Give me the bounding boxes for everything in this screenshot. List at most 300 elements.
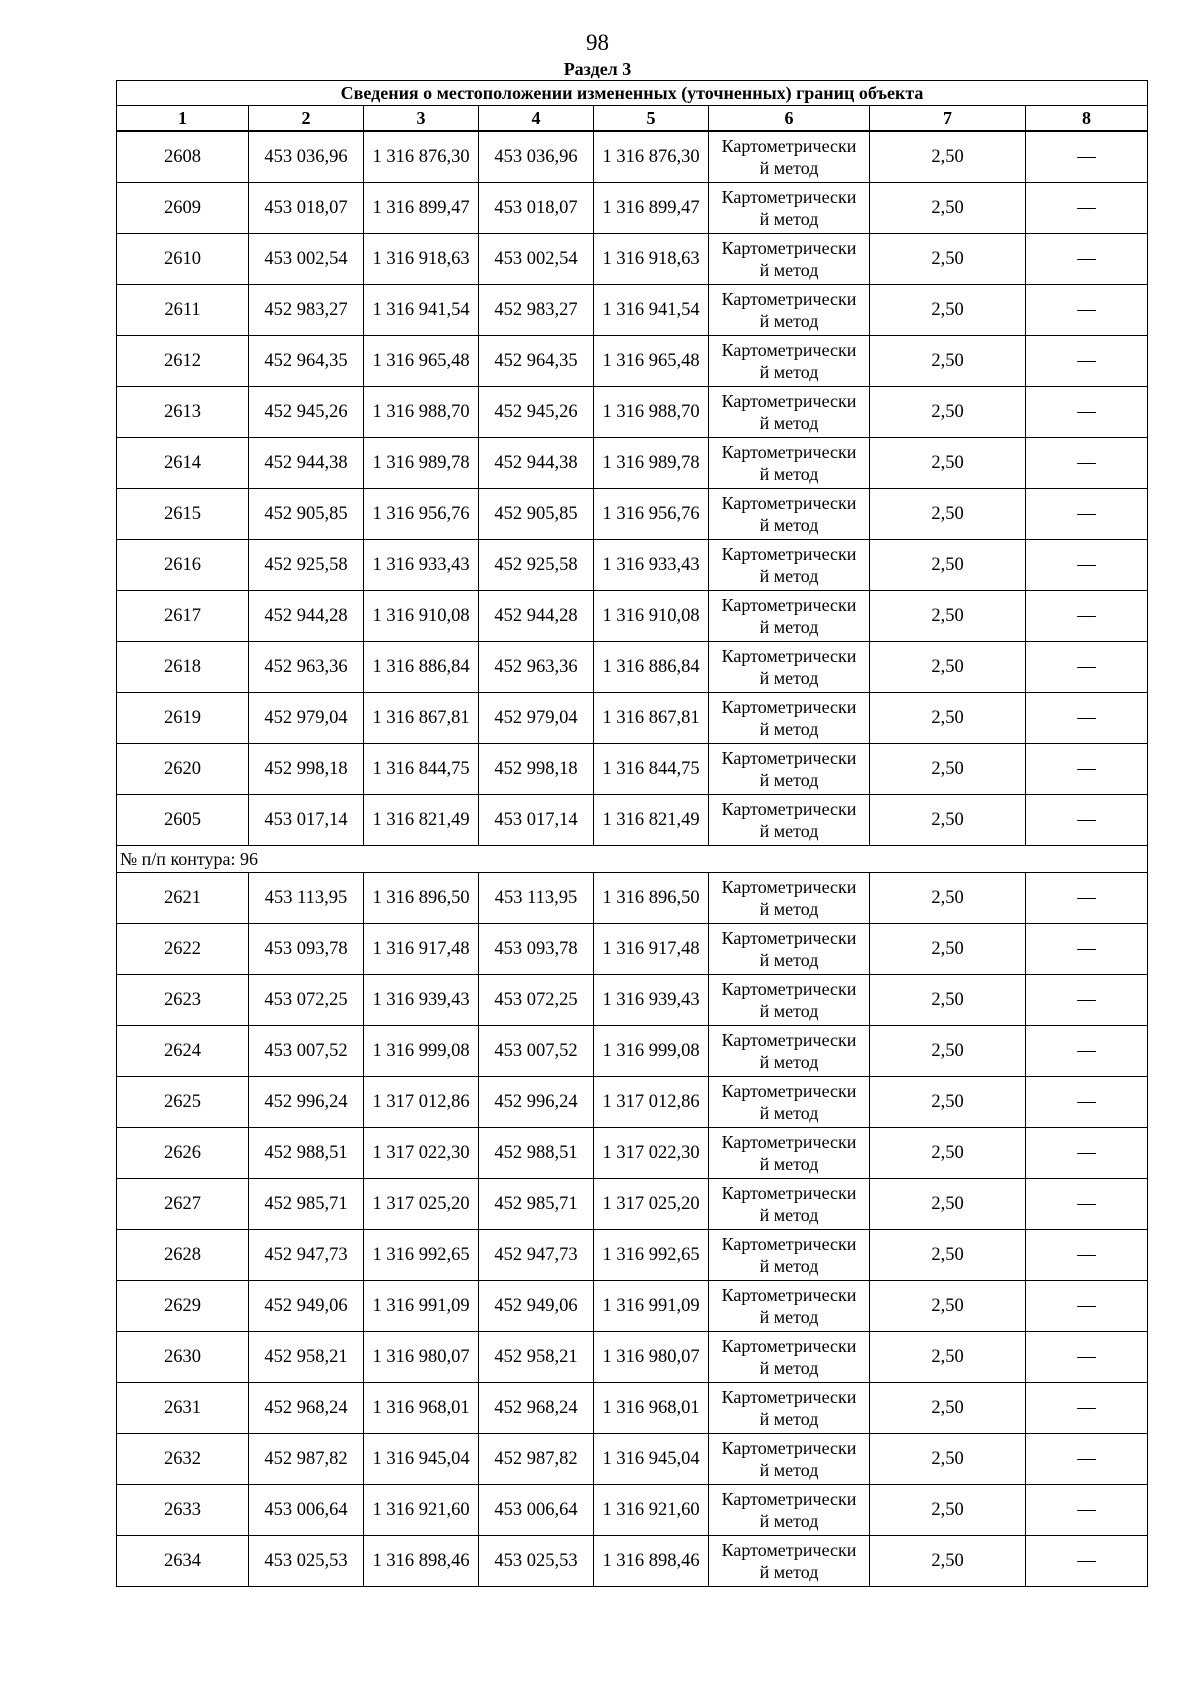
existing-x: 452 964,35 <box>249 336 364 387</box>
point-number: 2623 <box>117 975 249 1026</box>
table-row <box>117 1332 1148 1383</box>
point-number: 2609 <box>117 183 249 234</box>
point-description: — <box>1026 1383 1148 1434</box>
refined-x: 452 944,28 <box>479 591 594 642</box>
column-number-row <box>117 106 1148 132</box>
method-text-line1: Картометрически <box>721 391 857 411</box>
point-number: 2631 <box>117 1383 249 1434</box>
refined-x: 452 958,21 <box>479 1332 594 1383</box>
point-description: — <box>1026 1332 1148 1383</box>
accuracy: 2,50 <box>870 1383 1026 1434</box>
existing-x: 452 979,04 <box>249 693 364 744</box>
method-cell <box>709 1230 870 1281</box>
table-row <box>117 1434 1148 1485</box>
point-description: — <box>1026 1026 1148 1077</box>
refined-y: 1 316 918,63 <box>594 234 709 285</box>
method-text-line1: Картометрически <box>721 1081 857 1101</box>
refined-y: 1 316 988,70 <box>594 387 709 438</box>
refined-x: 452 947,73 <box>479 1230 594 1281</box>
method-text-line1: Картометрически <box>721 1183 857 1203</box>
table-row <box>117 489 1148 540</box>
table-row <box>117 285 1148 336</box>
accuracy: 2,50 <box>870 795 1026 846</box>
method-text-line2: й метод <box>759 515 819 535</box>
method-text-line2: й метод <box>759 1103 819 1123</box>
point-description: — <box>1026 591 1148 642</box>
method-text-line1: Картометрически <box>721 544 857 564</box>
accuracy: 2,50 <box>870 693 1026 744</box>
table-row <box>117 1179 1148 1230</box>
table-row <box>117 438 1148 489</box>
method-cell <box>709 1026 870 1077</box>
column-number: 2 <box>249 106 364 132</box>
refined-x: 452 905,85 <box>479 489 594 540</box>
existing-x: 452 944,28 <box>249 591 364 642</box>
existing-x: 452 996,24 <box>249 1077 364 1128</box>
method-text-line1: Картометрически <box>721 136 857 156</box>
column-number: 4 <box>479 106 594 132</box>
method-text-line2: й метод <box>759 362 819 382</box>
accuracy: 2,50 <box>870 1434 1026 1485</box>
existing-x: 453 025,53 <box>249 1536 364 1587</box>
existing-y: 1 316 844,75 <box>364 744 479 795</box>
method-text-line1: Картометрически <box>721 1285 857 1305</box>
point-description: — <box>1026 642 1148 693</box>
method-cell <box>709 1179 870 1230</box>
method-cell <box>709 1332 870 1383</box>
existing-x: 452 998,18 <box>249 744 364 795</box>
point-description: — <box>1026 131 1148 183</box>
point-description: — <box>1026 873 1148 924</box>
method-text-line1: Картометрически <box>721 928 857 948</box>
refined-y: 1 316 968,01 <box>594 1383 709 1434</box>
refined-x: 453 093,78 <box>479 924 594 975</box>
existing-y: 1 316 956,76 <box>364 489 479 540</box>
method-cell <box>709 1077 870 1128</box>
method-text-line1: Картометрически <box>721 442 857 462</box>
method-text-line2: й метод <box>759 770 819 790</box>
point-description: — <box>1026 744 1148 795</box>
point-number: 2628 <box>117 1230 249 1281</box>
point-number: 2610 <box>117 234 249 285</box>
method-text-line1: Картометрически <box>721 799 857 819</box>
existing-y: 1 316 939,43 <box>364 975 479 1026</box>
point-description: — <box>1026 285 1148 336</box>
contour-row <box>117 846 1148 873</box>
refined-y: 1 316 939,43 <box>594 975 709 1026</box>
existing-x: 453 093,78 <box>249 924 364 975</box>
existing-x: 453 018,07 <box>249 183 364 234</box>
method-cell <box>709 438 870 489</box>
method-text-line2: й метод <box>759 1511 819 1531</box>
point-number: 2612 <box>117 336 249 387</box>
point-number: 2632 <box>117 1434 249 1485</box>
accuracy: 2,50 <box>870 336 1026 387</box>
refined-x: 452 987,82 <box>479 1434 594 1485</box>
column-number: 1 <box>117 106 249 132</box>
refined-x: 452 998,18 <box>479 744 594 795</box>
method-text-line2: й метод <box>759 260 819 280</box>
point-number: 2618 <box>117 642 249 693</box>
method-cell <box>709 540 870 591</box>
existing-y: 1 316 910,08 <box>364 591 479 642</box>
refined-x: 452 983,27 <box>479 285 594 336</box>
existing-x: 452 944,38 <box>249 438 364 489</box>
accuracy: 2,50 <box>870 183 1026 234</box>
method-text-line2: й метод <box>759 1205 819 1225</box>
table-row <box>117 1383 1148 1434</box>
table-row <box>117 1128 1148 1179</box>
refined-x: 452 963,36 <box>479 642 594 693</box>
refined-y: 1 316 898,46 <box>594 1536 709 1587</box>
existing-x: 452 968,24 <box>249 1383 364 1434</box>
table-row <box>117 540 1148 591</box>
method-text-line1: Картометрически <box>721 646 857 666</box>
refined-y: 1 316 910,08 <box>594 591 709 642</box>
point-description: — <box>1026 489 1148 540</box>
table-row <box>117 1536 1148 1587</box>
accuracy: 2,50 <box>870 1536 1026 1587</box>
point-description: — <box>1026 1179 1148 1230</box>
method-text-line2: й метод <box>759 311 819 331</box>
method-text-line2: й метод <box>759 899 819 919</box>
method-text-line1: Картометрически <box>721 877 857 897</box>
point-description: — <box>1026 234 1148 285</box>
table-row <box>117 873 1148 924</box>
refined-y: 1 316 945,04 <box>594 1434 709 1485</box>
refined-x: 453 036,96 <box>479 131 594 183</box>
method-text-line1: Картометрически <box>721 979 857 999</box>
refined-y: 1 316 989,78 <box>594 438 709 489</box>
method-text-line1: Картометрически <box>721 697 857 717</box>
accuracy: 2,50 <box>870 642 1026 693</box>
refined-x: 452 949,06 <box>479 1281 594 1332</box>
existing-y: 1 317 025,20 <box>364 1179 479 1230</box>
table-row <box>117 1485 1148 1536</box>
existing-x: 453 036,96 <box>249 131 364 183</box>
accuracy: 2,50 <box>870 540 1026 591</box>
accuracy: 2,50 <box>870 1230 1026 1281</box>
existing-y: 1 316 992,65 <box>364 1230 479 1281</box>
method-cell <box>709 489 870 540</box>
table-row <box>117 591 1148 642</box>
table-row <box>117 1230 1148 1281</box>
refined-x: 452 988,51 <box>479 1128 594 1179</box>
method-text-line1: Картометрически <box>721 595 857 615</box>
column-number: 8 <box>1026 106 1148 132</box>
existing-x: 453 006,64 <box>249 1485 364 1536</box>
refined-x: 453 017,14 <box>479 795 594 846</box>
refined-x: 452 964,35 <box>479 336 594 387</box>
refined-x: 453 072,25 <box>479 975 594 1026</box>
method-text-line2: й метод <box>759 1358 819 1378</box>
table-row <box>117 744 1148 795</box>
method-text-line2: й метод <box>759 413 819 433</box>
method-text-line1: Картометрически <box>721 238 857 258</box>
existing-x: 452 963,36 <box>249 642 364 693</box>
refined-y: 1 316 876,30 <box>594 131 709 183</box>
method-text-line1: Картометрически <box>721 1387 857 1407</box>
point-description: — <box>1026 795 1148 846</box>
existing-x: 452 987,82 <box>249 1434 364 1485</box>
point-number: 2629 <box>117 1281 249 1332</box>
accuracy: 2,50 <box>870 131 1026 183</box>
method-text-line1: Картометрически <box>721 493 857 513</box>
point-description: — <box>1026 387 1148 438</box>
accuracy: 2,50 <box>870 1332 1026 1383</box>
section-title: Раздел 3 <box>563 59 632 79</box>
point-number: 2617 <box>117 591 249 642</box>
refined-y: 1 316 886,84 <box>594 642 709 693</box>
method-text-line2: й метод <box>759 566 819 586</box>
method-text-line1: Картометрически <box>721 1489 857 1509</box>
point-description: — <box>1026 924 1148 975</box>
table-row <box>117 1281 1148 1332</box>
table-row <box>117 234 1148 285</box>
existing-y: 1 316 945,04 <box>364 1434 479 1485</box>
method-text-line2: й метод <box>759 617 819 637</box>
method-text-line1: Картометрически <box>721 1030 857 1050</box>
existing-y: 1 316 917,48 <box>364 924 479 975</box>
method-text-line2: й метод <box>759 1052 819 1072</box>
table-row <box>117 693 1148 744</box>
refined-y: 1 316 917,48 <box>594 924 709 975</box>
point-number: 2613 <box>117 387 249 438</box>
method-text-line2: й метод <box>759 1154 819 1174</box>
method-cell <box>709 1536 870 1587</box>
refined-y: 1 316 896,50 <box>594 873 709 924</box>
refined-x: 453 007,52 <box>479 1026 594 1077</box>
table-row <box>117 975 1148 1026</box>
method-text-line2: й метод <box>759 950 819 970</box>
point-description: — <box>1026 1128 1148 1179</box>
point-number: 2634 <box>117 1536 249 1587</box>
refined-y: 1 316 821,49 <box>594 795 709 846</box>
method-cell <box>709 183 870 234</box>
method-cell <box>709 336 870 387</box>
column-number: 6 <box>709 106 870 132</box>
refined-x: 452 945,26 <box>479 387 594 438</box>
method-text-line2: й метод <box>759 1409 819 1429</box>
existing-x: 452 958,21 <box>249 1332 364 1383</box>
existing-y: 1 316 968,01 <box>364 1383 479 1434</box>
existing-y: 1 316 988,70 <box>364 387 479 438</box>
point-description: — <box>1026 336 1148 387</box>
point-number: 2625 <box>117 1077 249 1128</box>
existing-x: 453 113,95 <box>249 873 364 924</box>
point-number: 2630 <box>117 1332 249 1383</box>
method-text-line1: Картометрически <box>721 1438 857 1458</box>
accuracy: 2,50 <box>870 744 1026 795</box>
existing-y: 1 317 012,86 <box>364 1077 479 1128</box>
refined-y: 1 317 012,86 <box>594 1077 709 1128</box>
existing-y: 1 316 821,49 <box>364 795 479 846</box>
method-text-line2: й метод <box>759 668 819 688</box>
point-description: — <box>1026 693 1148 744</box>
existing-y: 1 316 898,46 <box>364 1536 479 1587</box>
column-number: 3 <box>364 106 479 132</box>
refined-y: 1 316 899,47 <box>594 183 709 234</box>
method-cell <box>709 234 870 285</box>
method-cell <box>709 744 870 795</box>
accuracy: 2,50 <box>870 285 1026 336</box>
existing-x: 452 985,71 <box>249 1179 364 1230</box>
method-cell <box>709 1434 870 1485</box>
existing-y: 1 316 941,54 <box>364 285 479 336</box>
existing-y: 1 316 867,81 <box>364 693 479 744</box>
method-cell <box>709 975 870 1026</box>
method-text-line1: Картометрически <box>721 289 857 309</box>
point-description: — <box>1026 1434 1148 1485</box>
refined-y: 1 316 921,60 <box>594 1485 709 1536</box>
method-cell <box>709 1281 870 1332</box>
method-text-line2: й метод <box>759 821 819 841</box>
method-cell <box>709 1383 870 1434</box>
accuracy: 2,50 <box>870 591 1026 642</box>
table-row <box>117 924 1148 975</box>
point-number: 2626 <box>117 1128 249 1179</box>
method-cell <box>709 795 870 846</box>
existing-x: 452 988,51 <box>249 1128 364 1179</box>
contour-label: № п/п контура: 96 <box>117 846 1148 873</box>
refined-x: 452 979,04 <box>479 693 594 744</box>
existing-x: 452 925,58 <box>249 540 364 591</box>
point-number: 2616 <box>117 540 249 591</box>
method-text-line2: й метод <box>759 209 819 229</box>
refined-y: 1 316 867,81 <box>594 693 709 744</box>
existing-y: 1 316 876,30 <box>364 131 479 183</box>
table-row <box>117 642 1148 693</box>
method-cell <box>709 873 870 924</box>
refined-y: 1 316 980,07 <box>594 1332 709 1383</box>
method-text-line1: Картометрически <box>721 1540 857 1560</box>
existing-y: 1 317 022,30 <box>364 1128 479 1179</box>
table-title: Сведения о местоположении измененных (уточненных) границ объекта <box>117 81 1148 106</box>
point-number: 2608 <box>117 131 249 183</box>
existing-y: 1 316 886,84 <box>364 642 479 693</box>
refined-x: 453 113,95 <box>479 873 594 924</box>
point-description: — <box>1026 1077 1148 1128</box>
table-body <box>117 81 1148 1587</box>
point-description: — <box>1026 1230 1148 1281</box>
existing-y: 1 316 980,07 <box>364 1332 479 1383</box>
existing-x: 452 945,26 <box>249 387 364 438</box>
refined-x: 452 944,38 <box>479 438 594 489</box>
point-number: 2621 <box>117 873 249 924</box>
method-text-line2: й метод <box>759 464 819 484</box>
refined-x: 452 968,24 <box>479 1383 594 1434</box>
table-row <box>117 1026 1148 1077</box>
point-description: — <box>1026 975 1148 1026</box>
table-row <box>117 336 1148 387</box>
method-cell <box>709 387 870 438</box>
column-number: 7 <box>870 106 1026 132</box>
refined-y: 1 316 965,48 <box>594 336 709 387</box>
point-number: 2633 <box>117 1485 249 1536</box>
refined-y: 1 316 941,54 <box>594 285 709 336</box>
refined-x: 452 925,58 <box>479 540 594 591</box>
point-number: 2622 <box>117 924 249 975</box>
existing-y: 1 316 896,50 <box>364 873 479 924</box>
point-description: — <box>1026 438 1148 489</box>
accuracy: 2,50 <box>870 1281 1026 1332</box>
point-number: 2627 <box>117 1179 249 1230</box>
accuracy: 2,50 <box>870 489 1026 540</box>
refined-x: 452 985,71 <box>479 1179 594 1230</box>
table-row <box>117 387 1148 438</box>
method-cell <box>709 924 870 975</box>
method-text-line2: й метод <box>759 1460 819 1480</box>
accuracy: 2,50 <box>870 873 1026 924</box>
method-cell <box>709 693 870 744</box>
point-description: — <box>1026 1485 1148 1536</box>
method-text-line1: Картометрически <box>721 1336 857 1356</box>
refined-x: 453 025,53 <box>479 1536 594 1587</box>
accuracy: 2,50 <box>870 387 1026 438</box>
accuracy: 2,50 <box>870 438 1026 489</box>
method-text-line2: й метод <box>759 1256 819 1276</box>
existing-y: 1 316 933,43 <box>364 540 479 591</box>
refined-x: 452 996,24 <box>479 1077 594 1128</box>
existing-x: 452 947,73 <box>249 1230 364 1281</box>
method-cell <box>709 642 870 693</box>
point-description: — <box>1026 1281 1148 1332</box>
table-title-row <box>117 81 1148 106</box>
refined-y: 1 316 999,08 <box>594 1026 709 1077</box>
accuracy: 2,50 <box>870 1128 1026 1179</box>
existing-x: 453 072,25 <box>249 975 364 1026</box>
point-number: 2611 <box>117 285 249 336</box>
refined-y: 1 316 991,09 <box>594 1281 709 1332</box>
refined-y: 1 316 992,65 <box>594 1230 709 1281</box>
existing-y: 1 316 989,78 <box>364 438 479 489</box>
method-text-line1: Картометрически <box>721 187 857 207</box>
method-text-line1: Картометрически <box>721 1132 857 1152</box>
point-number: 2615 <box>117 489 249 540</box>
point-number: 2620 <box>117 744 249 795</box>
accuracy: 2,50 <box>870 924 1026 975</box>
accuracy: 2,50 <box>870 975 1026 1026</box>
method-cell <box>709 1485 870 1536</box>
table-row <box>117 183 1148 234</box>
point-description: — <box>1026 183 1148 234</box>
method-text-line1: Картометрически <box>721 748 857 768</box>
refined-y: 1 317 025,20 <box>594 1179 709 1230</box>
accuracy: 2,50 <box>870 1179 1026 1230</box>
accuracy: 2,50 <box>870 1485 1026 1536</box>
existing-x: 452 905,85 <box>249 489 364 540</box>
point-number: 2619 <box>117 693 249 744</box>
existing-x: 453 002,54 <box>249 234 364 285</box>
existing-x: 453 007,52 <box>249 1026 364 1077</box>
method-text-line1: Картометрически <box>721 340 857 360</box>
existing-y: 1 316 965,48 <box>364 336 479 387</box>
method-text-line2: й метод <box>759 1562 819 1582</box>
table-row <box>117 1077 1148 1128</box>
accuracy: 2,50 <box>870 234 1026 285</box>
existing-x: 452 983,27 <box>249 285 364 336</box>
existing-y: 1 316 921,60 <box>364 1485 479 1536</box>
method-cell <box>709 591 870 642</box>
table-row <box>117 131 1148 183</box>
table-row <box>117 795 1148 846</box>
point-number: 2614 <box>117 438 249 489</box>
method-cell <box>709 131 870 183</box>
refined-y: 1 316 956,76 <box>594 489 709 540</box>
method-cell <box>709 1128 870 1179</box>
boundary-coordinates-table <box>116 80 1148 1587</box>
refined-y: 1 316 844,75 <box>594 744 709 795</box>
